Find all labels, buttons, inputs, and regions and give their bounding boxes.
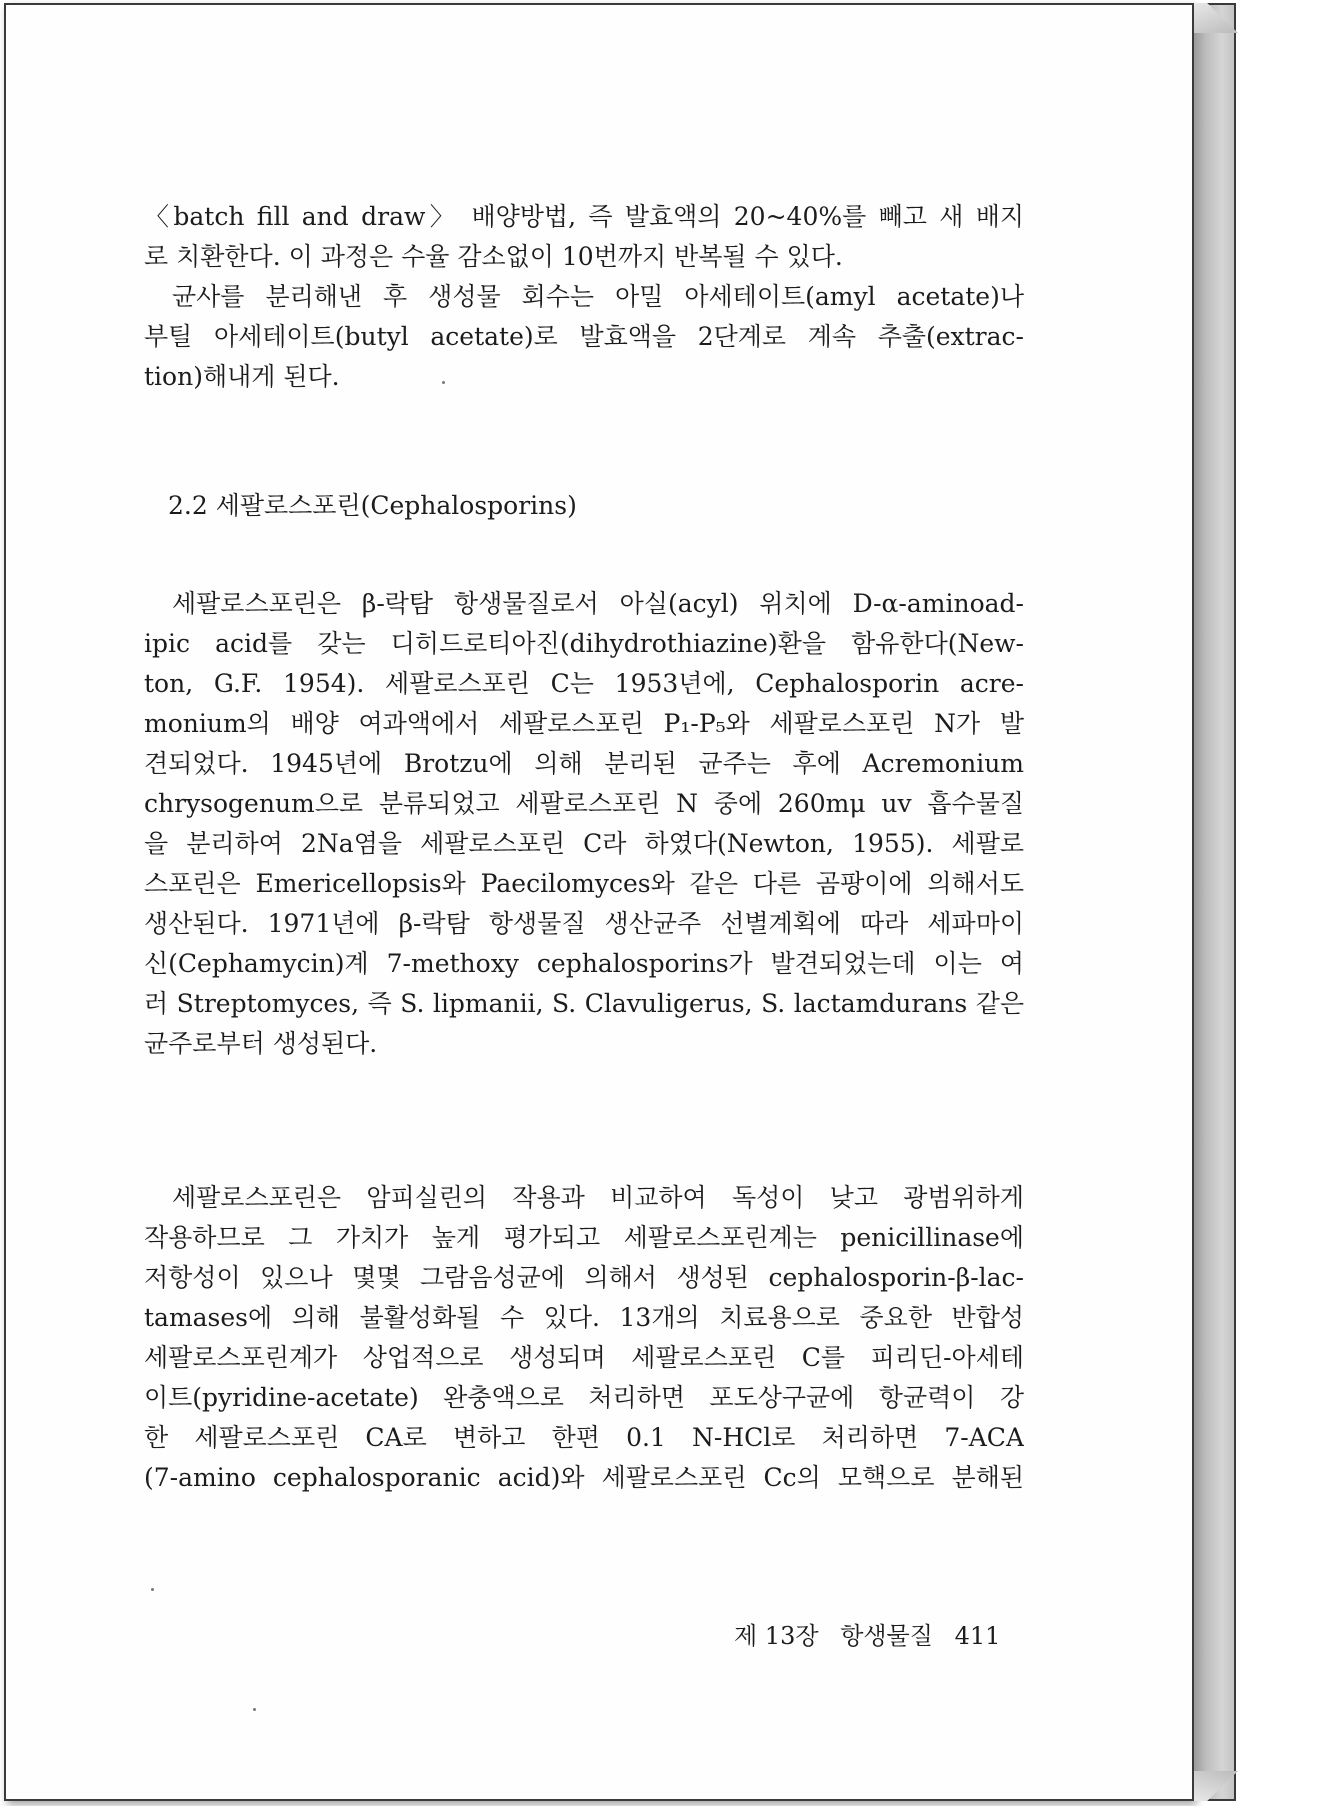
text-line: 저항성이 있으나 몇몇 그람음성균에 의해서 생성된 cephalosporin-β-lac- [144,1263,1024,1292]
text-line: 세팔로스포린은 β-락탐 항생물질로서 아실(acyl) 위치에 D-α-aminoad- [172,589,1024,618]
text-line: monium의 배양 여과액에서 세팔로스포린 P₁-P₅와 세팔로스포린 N가 발 [144,709,1024,738]
chapter-title: 항생물질 [840,1622,933,1650]
text-line: 을 분리하여 2Na염을 세팔로스포린 C라 하였다(Newton, 1955). 세팔로 [144,829,1024,858]
text-line: ipic acid를 갖는 디히드로티아진(dihydrothiazine)환을 함유한다(New- [144,629,1024,658]
text-line: (7-amino cephalosporanic acid)와 세팔로스포린 Cc의 모핵으로 분해된 [144,1463,1024,1492]
page-footer [734,1618,1014,1654]
text-line: tion)해내게 된다. [144,362,340,391]
text-line: 작용하므로 그 가치가 높게 평가되고 세팔로스포린계는 penicillinase에 [144,1223,1024,1252]
page-number: 411 [954,1622,1001,1650]
text-line: 신(Cephamycin)계 7-methoxy cephalosporins가 발견되었는데 이는 여 [144,949,1024,978]
book-page-edge [1194,3,1236,1801]
text-line: 생산된다. 1971년에 β-락탐 항생물질 생산균주 선별계획에 따라 세파마이 [144,909,1024,938]
scan-speck [151,1588,154,1591]
text-line: 균주로부터 생성된다. [144,1029,378,1058]
text-line: 로 치환한다. 이 과정은 수율 감소없이 10번까지 반복될 수 있다. [144,242,843,271]
text-line: tamases에 의해 불활성화될 수 있다. 13개의 치료용으로 중요한 반합성 [144,1303,1024,1332]
text-line: 균사를 분리해낸 후 생성물 회수는 아밀 아세테이트(amyl acetate)나 [172,282,1024,311]
scan-speck [442,381,445,384]
paragraph-batch-process [144,197,1024,397]
page-sheet [4,3,1194,1801]
text-line: 스포린은 Emericellopsis와 Paecilomyces와 같은 다른 곰팡이에 의해서도 [144,869,1024,898]
text-line: 부틸 아세테이트(butyl acetate)로 발효액을 2단계로 계속 추출(extrac- [144,322,1024,351]
text-line: 세팔로스포린계가 상업적으로 생성되며 세팔로스포린 C를 피리딘-아세테 [144,1343,1024,1372]
text-line: 세팔로스포린은 암피실린의 작용과 비교하여 독성이 낮고 광범위하게 [172,1183,1024,1212]
text-line: 〈batch fill and draw〉 배양방법, 즉 발효액의 20~40%를 빼고 새 배지 [144,202,1024,231]
text-line: 이트(pyridine-acetate) 완충액으로 처리하면 포도상구균에 항균력이 강 [144,1383,1024,1412]
scan-speck [253,1708,256,1711]
section-heading: 2.2 세팔로스포린(Cephalosporins) [168,491,577,520]
paragraph-cephalosporins-intro [144,584,1024,1064]
paragraph-cephalosporins-activity [144,1178,1024,1498]
text-line: 견되었다. 1945년에 Brotzu에 의해 분리된 균주는 후에 Acremonium [144,749,1024,778]
text-line: 러 Streptomyces, 즉 S. lipmanii, S. Clavuligerus, S. lactamdurans 같은 [144,989,1024,1018]
text-line: 한 세팔로스포린 CA로 변하고 한편 0.1 N-HCl로 처리하면 7-ACA [144,1423,1024,1452]
text-line: ton, G.F. 1954). 세팔로스포린 C는 1953년에, Cephalosporin acre- [144,669,1024,698]
text-line: chrysogenum으로 분류되었고 세팔로스포린 N 중에 260mμ uv 흡수물질 [144,789,1024,818]
chapter-label: 제 13장 [734,1622,819,1650]
